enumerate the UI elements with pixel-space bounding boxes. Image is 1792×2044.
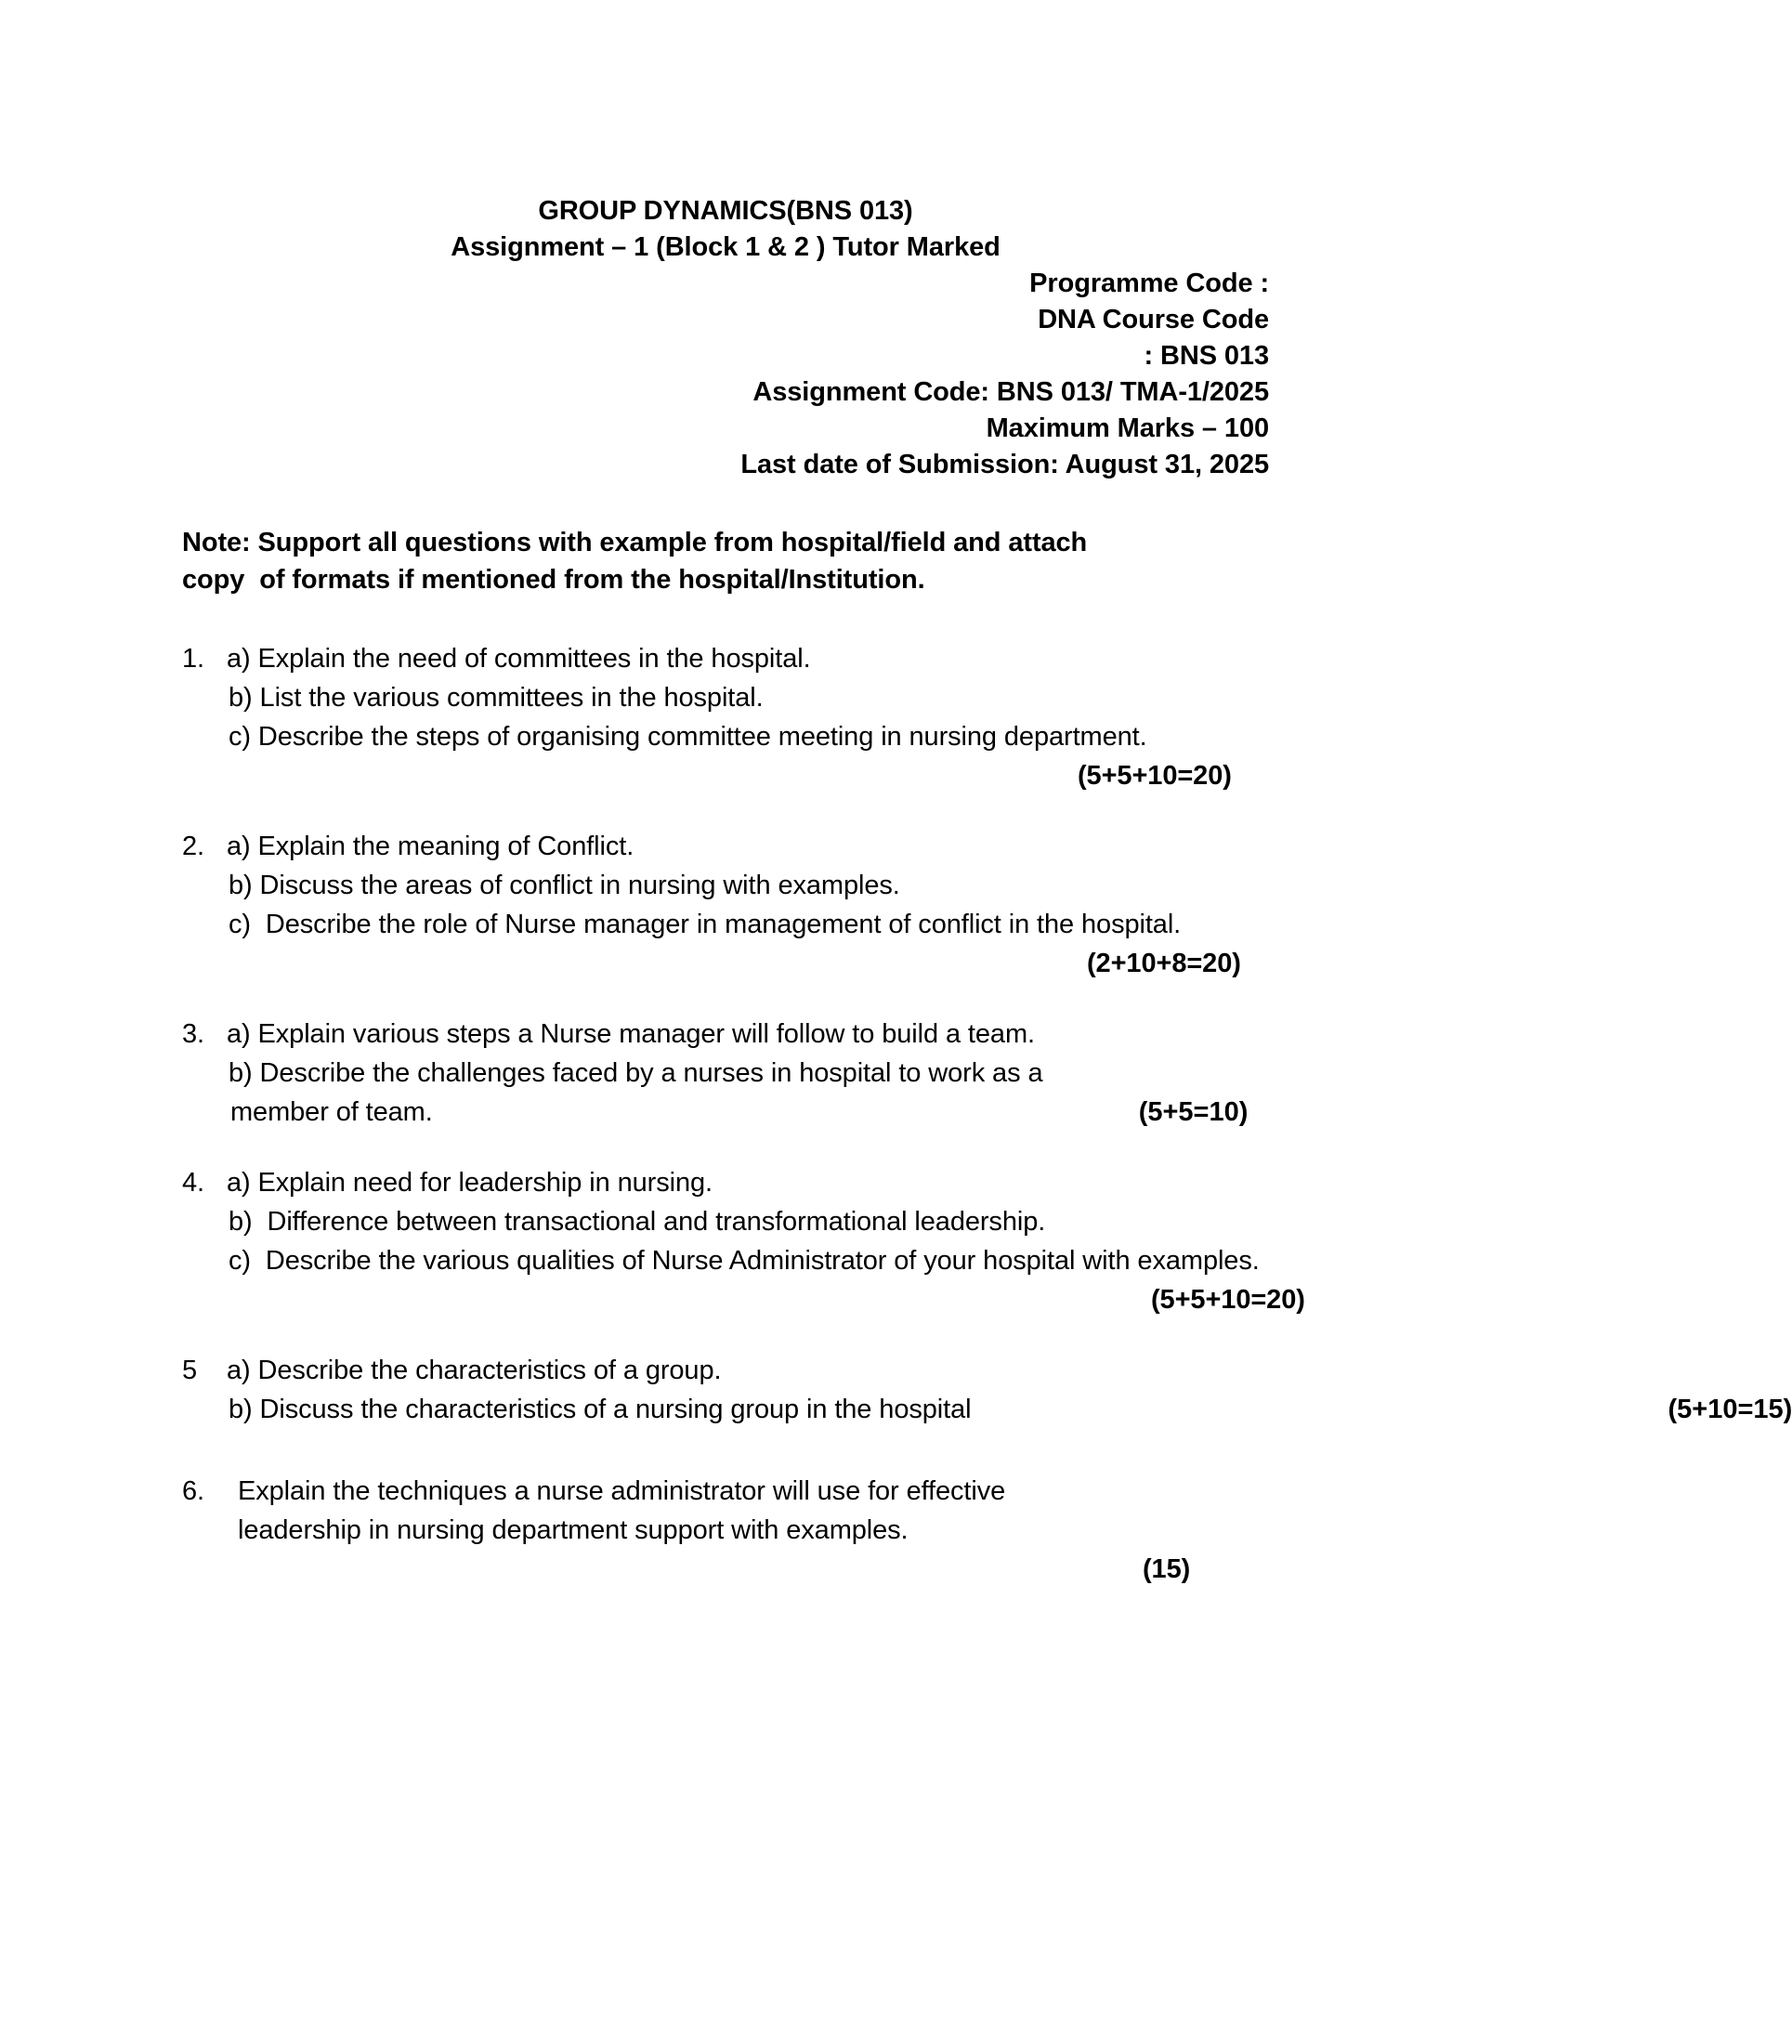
question-marks: (15) — [1143, 1554, 1191, 1584]
dna-course-code-line: DNA Course Code — [1038, 305, 1269, 334]
question-sub-line: a) Explain the meaning of Conflict. — [227, 832, 634, 861]
question-marks: (2+10+8=20) — [1087, 949, 1241, 978]
question-marks: (5+5+10=20) — [1078, 761, 1232, 791]
document-title-line-1: GROUP DYNAMICS(BNS 013) — [538, 196, 913, 226]
question-sub-line-with-marks — [227, 1390, 1792, 1429]
question-item — [182, 827, 1269, 983]
question-body — [227, 1163, 1462, 1319]
question-sub-line: c) Describe the steps of organising committee meeting in nursing department. — [229, 722, 1147, 752]
question-sub-line-with-marks — [227, 1093, 1462, 1132]
question-sub-line: a) Explain the need of committees in the hospital. — [227, 644, 811, 674]
question-body — [227, 1015, 1462, 1132]
last-date-submission-line: Last date of Submission: August 31, 2025 — [740, 450, 1269, 479]
question-sub-line: leadership in nursing department support with examples. — [238, 1515, 909, 1545]
question-sub-line: b) Difference between transactional and transformational leadership. — [229, 1207, 1046, 1237]
question-item — [182, 1163, 1305, 1319]
question-body — [227, 1351, 1792, 1429]
question-sub-line: a) Explain need for leadership in nursing. — [227, 1168, 713, 1198]
note-line-1: Note: Support all questions with example from hospital/field and attach — [182, 528, 1088, 557]
question-number: 4. — [182, 1168, 204, 1198]
question-sub-line: b) Discuss the areas of conflict in nursing with examples. — [229, 871, 900, 900]
question-sub-line: b) Describe the challenges faced by a nurses in hospital to work as a — [229, 1058, 1043, 1088]
document-header — [182, 193, 1269, 483]
question-item — [182, 1015, 1269, 1132]
note-section — [182, 524, 1223, 598]
note-line-2: copy of formats if mentioned from the hospital/Institution. — [182, 565, 925, 595]
question-body — [227, 827, 1462, 983]
question-item — [182, 1472, 1269, 1589]
programme-code-line: Programme Code : — [1029, 269, 1269, 298]
question-continuation-text: member of team. — [230, 1097, 433, 1127]
question-number: 6. — [182, 1476, 204, 1506]
question-sub-line: Explain the techniques a nurse administrator will use for effective — [238, 1476, 1006, 1506]
question-number: 2. — [182, 832, 204, 861]
question-sub-line: c) Describe the various qualities of Nurse Administrator of your hospital with examples. — [229, 1246, 1260, 1276]
questions-list — [182, 639, 1792, 1589]
question-sub-line: b) List the various committees in the hospital. — [229, 683, 764, 713]
question-marks: (5+5=10) — [1138, 1097, 1249, 1127]
question-number: 3. — [182, 1019, 204, 1049]
question-continuation-text: b) Discuss the characteristics of a nursing group in the hospital — [229, 1395, 972, 1424]
question-number: 5 — [182, 1356, 198, 1385]
maximum-marks-line: Maximum Marks – 100 — [986, 413, 1269, 443]
question-body — [227, 639, 1462, 795]
question-item — [182, 1351, 1792, 1429]
question-sub-line: c) Describe the role of Nurse manager in management of conflict in the hospital. — [229, 910, 1182, 939]
question-body — [234, 1472, 1470, 1589]
document-content — [182, 193, 1792, 1589]
document-title-line-2: Assignment – 1 (Block 1 & 2 ) Tutor Marked — [451, 232, 1001, 262]
question-sub-line: a) Explain various steps a Nurse manager will follow to build a team. — [227, 1019, 1035, 1049]
assignment-code-line: Assignment Code: BNS 013/ TMA-1/2025 — [752, 377, 1269, 407]
question-marks: (5+10=15) — [1668, 1395, 1792, 1424]
question-item — [182, 639, 1269, 795]
question-sub-line: a) Describe the characteristics of a group. — [227, 1356, 722, 1385]
course-code-value-line: : BNS 013 — [1144, 341, 1269, 371]
question-marks: (5+5+10=20) — [1151, 1285, 1305, 1315]
question-number: 1. — [182, 644, 204, 674]
